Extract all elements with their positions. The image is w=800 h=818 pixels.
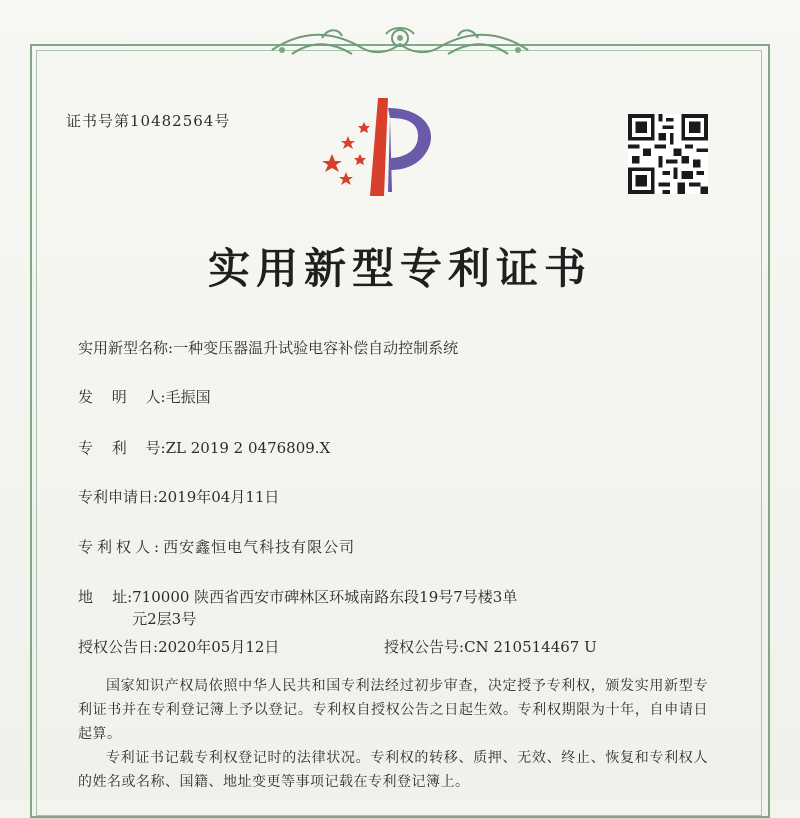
cnipa-logo-icon <box>318 96 448 200</box>
statement-paragraph-2: 专利证书记载专利权登记时的法律状况。专利权的转移、质押、无效、终止、恢复和专利权人的姓名或名称、国籍、地址变更等事项记载在专利登记簿上。 <box>78 750 708 790</box>
filing-date-row <box>78 486 279 507</box>
publication-number-value: CN 210514467 U <box>464 638 597 656</box>
statement-paragraph-1: 国家知识产权局依照中华人民共和国专利法经过初步审查，决定授予专利权，颁发实用新型专利证书并在专利登记簿上予以登记。专利权自授权公告之日起生效。专利权期限为十年，自申请日起算。 <box>78 678 708 742</box>
publication-date-row <box>78 636 279 657</box>
patent-number-label: 专 利 号: <box>78 439 166 457</box>
patentee-label: 专利权人: <box>78 538 164 556</box>
ornament-icon <box>262 20 538 66</box>
patentee-row <box>78 536 355 557</box>
address-value <box>132 586 517 630</box>
inventor-row <box>78 386 211 407</box>
filing-date-label: 专利申请日: <box>78 488 159 506</box>
utility-model-name-row <box>78 337 458 358</box>
utility-model-name-label: 实用新型名称: <box>78 339 174 357</box>
inventor-value: 毛振国 <box>165 388 211 406</box>
utility-model-name-value: 一种变压器温升试验电容补偿自动控制系统 <box>173 339 459 357</box>
inventor-label: 发 明 人: <box>78 388 166 406</box>
certificate-number: 证书号第10482564号 <box>66 112 231 130</box>
patent-number-value: ZL 2019 2 0476809.X <box>165 439 331 457</box>
publication-number-label: 授权公告号: <box>384 638 465 656</box>
address-label: 地 址: <box>78 588 133 606</box>
qr-code-icon <box>628 114 708 194</box>
publication-number-row <box>384 636 597 657</box>
page-title: 实用新型专利证书 <box>207 244 592 293</box>
patentee-value: 西安鑫恒电气科技有限公司 <box>163 538 356 556</box>
publication-date-value: 2020年05月12日 <box>158 638 280 656</box>
publication-date-label: 授权公告日: <box>78 638 159 656</box>
address-row <box>78 586 517 630</box>
address-line-2: 元2层3号 <box>132 610 197 628</box>
filing-date-value: 2019年04月11日 <box>158 488 280 506</box>
address-line-1: 710000 陕西省西安市碑林区环城南路东段19号7号楼3单 <box>132 588 518 606</box>
patent-number-row <box>78 437 330 458</box>
